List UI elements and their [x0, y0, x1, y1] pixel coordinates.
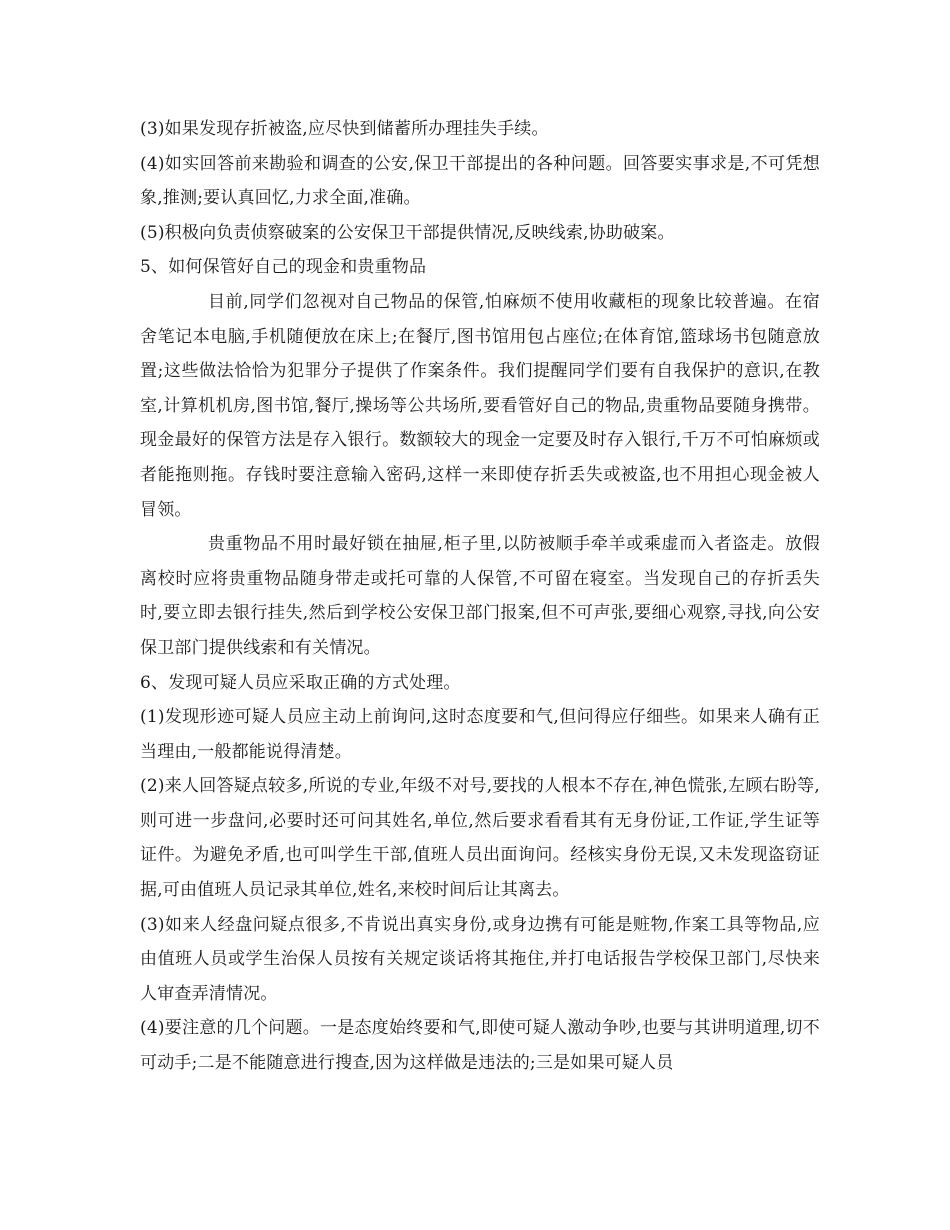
paragraph-1-inquire: (1)发现形迹可疑人员应主动上前询问,这时态度要和气,但问得应仔细些。如果来人确有正当理由,一般都能说得清楚。 [140, 707, 820, 762]
paragraph-3-detain-report: (3)如来人经盘问疑点很多,不肯说出真实身份,或身边携有可能是赃物,作案工具等物品,应由值班人员或学生治保人员按有关规定谈话将其拖住,并打电话报告学校保卫部门,尽快来人审查弄清情况。 [140, 914, 820, 1004]
paragraph-3-report-loss: (3)如果发现存折被盗,应尽快到储蓄所办理挂失手续。 [140, 119, 549, 139]
paragraph-2-further-questioning: (2)来人回答疑点较多,所说的专业,年级不对号,要找的人根本不存在,神色慌张,左顾右盼等,则可进一步盘问,必要时还可问其姓名,单位,然后要求看看其有无身份证,工作证,学生证等证件。为避免矛盾,也可叫学生干部,值班人员出面询问。经核实身份无误,又未发现盗窃证据,可由值班人员记录其单位,姓名,来校时间后让其离去。 [140, 776, 820, 901]
paragraph-4-notes: (4)要注意的几个问题。一是态度始终要和气,即使可疑人激动争吵,也要与其讲明道理,切不可动手;二是不能随意进行搜查,因为这样做是违法的;三是如果可疑人员 [140, 1018, 820, 1074]
paragraph-4-answer-questions: (4)如实回答前来勘验和调查的公安,保卫干部提出的各种问题。回答要实事求是,不可凭想象,推测;要认真回忆,力求全面,准确。 [140, 153, 820, 209]
section-heading-5: 5、如何保管好自己的现金和贵重物品 [140, 257, 427, 278]
paragraph-5-assist-investigation: (5)积极向负责侦察破案的公安保卫干部提供情况,反映线索,协助破案。 [140, 222, 675, 243]
section-heading-6: 6、发现可疑人员应采取正确的方式处理。 [140, 672, 461, 693]
document-body [140, 112, 820, 1081]
paragraph-valuables-storage: 贵重物品不用时最好锁在抽屉,柜子里,以防被顺手牵羊或乘虚而入者盗走。放假离校时应将贵重物品随身带走或托可靠的人保管,不可留在寝室。当发现自己的存折丢失时,要立即去银行挂失,然后到学校公安保卫部门报案,但不可声张,要细心观察,寻找,向公安保卫部门提供线索和有关情况。 [140, 534, 820, 658]
paragraph-cash-storage: 目前,同学们忽视对自己物品的保管,怕麻烦不使用收藏柜的现象比较普遍。在宿舍笔记本电脑,手机随便放在床上;在餐厅,图书馆用包占座位;在体育馆,篮球场书包随意放置;这些做法恰恰为犯罪分子提供了作案条件。我们提醒同学们要有自我保护的意识,在教室,计算机机房,图书馆,餐厅,操场等公共场所,要看管好自己的物品,贵重物品要随身携带。现金最好的保管方法是存入银行。数额较大的现金一定要及时存入银行,千万不可怕麻烦或者能拖则拖。存钱时要注意输入密码,这样一来即使存折丢失或被盗,也不用担心现金被人冒领。 [140, 291, 820, 520]
